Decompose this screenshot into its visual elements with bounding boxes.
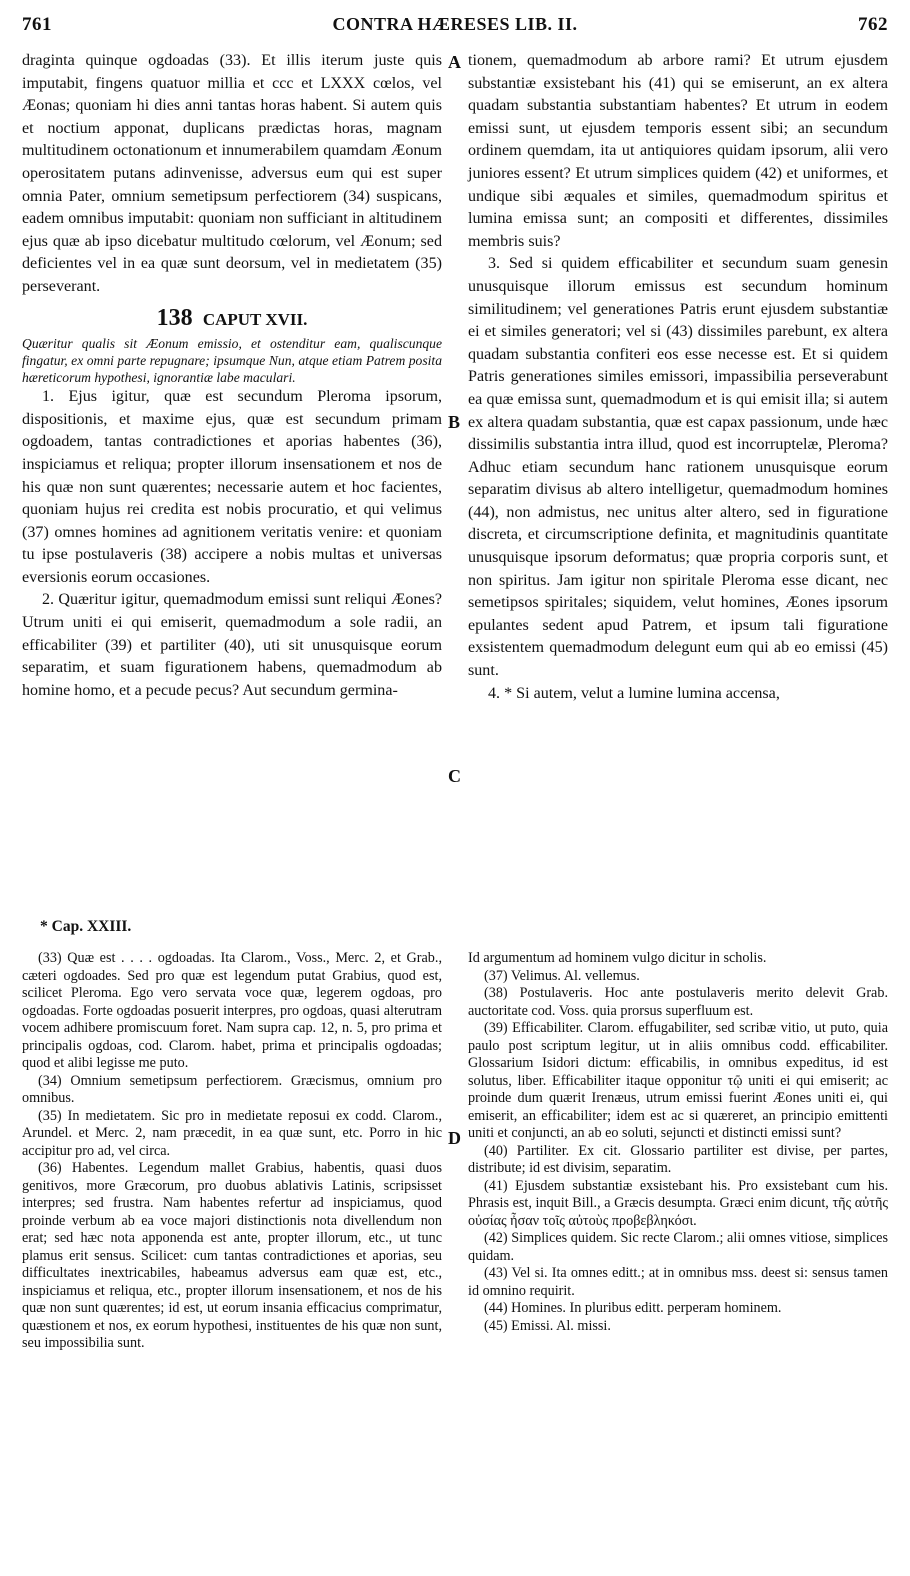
margin-letter-b: B bbox=[448, 412, 461, 432]
footnote-36: (36) Habentes. Legendum mallet Grabius, habentis, quasi duos genitivos, more Græcorum, pro duobus ablativis Latinis, scripsisset interpres; sed frustra. Nam habentes refertur ad inspiciamus, quod proinde verbum ab ea voce majori distinctionis nota divellendum non erat; sed hæc nota apponenda est ante, propter illorum, etc., ut tunc plamus erit sensus. Scilicet: cum tantas contradictiones et aporias, seu difficultates inextricabiles, habeamus adversus eam quæ est, etc., inspiciamus et reliqua, etc., propter illorum insensationem, et nos de his quæ non sunt quærentes; id est, ut eorum insania efficacius comprimatur, quæstionem et nos, ex eorum hypothesi, instituentes de his quæ non sunt, seu impossibilia sunt. bbox=[22, 1160, 442, 1351]
footnote-42: (42) Simplices quidem. Sic recte Clarom.; alii omnes vitiose, simplices quidam. bbox=[468, 1230, 888, 1264]
footnote-34: (34) Omnium semetipsum perfectiorem. Græcismus, omnium pro omnibus. bbox=[22, 1072, 442, 1106]
footnotes-left bbox=[22, 950, 442, 1353]
right-column bbox=[468, 50, 888, 705]
paragraph-3: 3. Sed si quidem efficabiliter et secundum suam genesin unusquisque illorum emissus est secundum hominum similitudinem; vel generationes Patris erunt ejusdem substantiæ ei et similes generatori; vel si (43) dissimiles parebunt, ex altera quadam substantia confiteri eos esse necesse est. Et si quidem Patris generationes similes emissori, impassibilia perseverabunt ea quæ emissa sunt, quemadmodum et is qui emisit illa; si autem ex altera quadam substantia, quæ est capax passionum, unde hæc dissimilis substantia intra illud, quod est incorruptelæ, Pleroma? Adhuc etiam secundum hanc rationem unusquisque eorum separatim divisus ab altero intelligetur, quemadmodum homines (44), non admistus, nec unitus alter altero, sed in figuratione discreta, et circumscriptione definita, et magnitudinis quantitate unusquisque ipsorum deformatus; quæ propria corporis sunt, et non spiritus. Jam igitur non spiritale Pleroma esse dicant, nec semetipsos spiritales; siquidem, velut homines, Æones ipsorum epulantes sedent apud Patrem, et ipsum tali figuratione exsistentem quemadmodum delegunt eum qui ab eo emissi (45) sunt. bbox=[468, 255, 888, 680]
footnote-38: (38) Postulaveris. Hoc ante postulaveris merito delevit Grab. auctoritate cod. Voss. quia prorsus superfluum est. bbox=[468, 985, 888, 1019]
page-number-left: 761 bbox=[22, 14, 52, 35]
running-header bbox=[22, 14, 888, 44]
paragraph-2: 2. Quæritur igitur, quemadmodum emissi sunt reliqui Æones? Utrum uniti ei qui emiserit, quemadmodum a sole radii, an efficabiliter (39) et partiliter (40), uti sit unusquisque eorum separatim, et suam figurationem habens, quemadmodum ab homine homo, et a pecude pecus? Aut secundum germina- bbox=[22, 591, 442, 699]
chapter-heading bbox=[22, 304, 442, 332]
footnote-45: (45) Emissi. Al. missi. bbox=[484, 1317, 611, 1334]
footnote-36-continued: Id argumentum ad hominem vulgo dicitur in scholis. bbox=[468, 950, 767, 966]
paragraph-1: 1. Ejus igitur, quæ est secundum Pleroma ipsorum, dispositionis, et maxime ejus, quæ est secundum primam ogdoadem, tantas contradictiones et aporias habentes (36), inspiciamus et reliqua; propter illorum insensationem et nos de his quæ non sunt quærentes; necessarie autem et hoc facientes, quoniam hujus rei credita est nobis procuratio, et qui velimus (37) omnes homines ad agnitionem veritatis venire: et quoniam tu ipse postulaveris (38) accipere a nobis multas et universas eversionis eorum occasiones. bbox=[22, 388, 442, 586]
footnote-35: (35) In medietatem. Sic pro in medietate reposui ex codd. Clarom., Arundel. et Merc. 2, nam præcedit, in ea quæ sunt, etc. Porro in hic accipitur pro ad, vel circa. bbox=[22, 1107, 442, 1159]
chapter-cross-reference: * Cap. XXIII. bbox=[40, 918, 132, 935]
margin-letter-a: A bbox=[448, 52, 461, 72]
footnote-39: (39) Efficabiliter. Clarom. effugabiliter, sed scribæ vitio, ut puto, quia paulo post scriptum legitur, ut in aliis omnibus codd. efficabiliter. Glossarium Isidori dictum: efficabilis, in omnibus expeditus, id est solutus, liber. Efficabiliter itaque opponitur τῷ uniti ei qui emiserit; ac proinde dum quærit Irenæus, utrum emissi fuerint Æones uniti ei, qui emiserit, an efficabiliter; idem est ac si quæreret, an principio emittenti uniti et conjuncti, an ab eo soluti, sejuncti et distincti emissi sunt? bbox=[468, 1020, 888, 1141]
paragraph-continued: draginta quinque ogdoadas (33). Et illis iterum juste quis imputabit, fingens quatuor millia et ccc et LXXX cœlos, vel Æonas; quoniam hi dies anni tantas horas habent. Si autem quis et noctium apponat, duplicans prædictas horas, magnam multitudinem octonationum et innumerabilem quamdam Æonum operositatem putans adinvenisse, adversus eum qui est super omnia Pater, omnium semetipsum perfectiorem (34) suspicans, eadem omnibus imputabit: quoniam non sufficiant in altitudinem ejus quæ ab ipso dicebatur multitudo cœlorum, vel Æonum; sed deficientes vel in ea quæ sunt deorsum, vel in medietatem (35) perseverant. bbox=[22, 52, 442, 295]
left-column bbox=[22, 50, 442, 702]
margin-letter-c: C bbox=[448, 766, 461, 786]
paragraph-4: 4. * Si autem, velut a lumine lumina accensa, bbox=[488, 684, 780, 702]
footnote-40: (40) Partiliter. Ex cit. Glossario partiliter est divise, per partes, distribute; id est divisim, separatim. bbox=[468, 1142, 888, 1176]
page-number-right: 762 bbox=[858, 14, 888, 35]
chapter-number: 138 bbox=[156, 304, 193, 331]
running-title: CONTRA HÆRESES LIB. II. bbox=[332, 14, 578, 34]
chapter-title: CAPUT XVII. bbox=[202, 309, 308, 329]
footnote-37: (37) Velimus. Al. vellemus. bbox=[484, 967, 640, 984]
paragraph-continued-right: tionem, quemadmodum ab arbore rami? Et utrum ejusdem substantiæ exsistebant his (41) qui se emiserunt, an ex altera quadam substantia substantiam habentes? Et utrum in eodem emissi sunt, ut ejusdem temporis essent sibi; an secundum ordinem quemdam, ita ut antiquiores quidam ipsorum, alii vero juniores essent? Et utrum simplices quidem (42) et uniformes, et undique sibi æquales et similes, quemadmodum spiritus et lumina emissa sunt; an compositi et differentes, dissimiles membris suis? bbox=[468, 52, 888, 250]
chapter-summary: Quæritur qualis sit Æonum emissio, et ostenditur eam, qualiscunque fingatur, ex omni parte repugnare; ipsumque Nun, atque etiam Patrem posita hæreticorum hypothesi, ignorantiæ labe maculari. bbox=[22, 336, 442, 386]
margin-letter-d: D bbox=[448, 1128, 461, 1148]
footnotes-right bbox=[468, 950, 888, 1335]
footnote-33: (33) Quæ est . . . . ogdoadas. Ita Clarom., Voss., Merc. 2, et Grab., cæteri ogdoades. Sed pro quæ est legendum putat Grabius, quod est, scilicet Pleroma. Ego vero servata voce quæ, legerem ogdoas, pro ogdoadas. Forte ogdoadas posuerit interpres, pro ogdoas, quasi alterutram vocem adhibere promiscuum foret. Nam supra cap. 12, n. 5, pro prima et principalis ogdoas, cod. Clarom. habet, prima et principalis ogdoadas; quod et alibi legisse me puto. bbox=[22, 950, 442, 1071]
footnote-44: (44) Homines. In pluribus editt. perperam hominem. bbox=[484, 1300, 782, 1316]
footnote-43: (43) Vel si. Ita omnes editt.; at in omnibus mss. deest si: sensus tamen id omnino requirit. bbox=[468, 1265, 888, 1299]
footnote-41: (41) Ejusdem substantiæ exsistebant his. Pro exsistebant cum his. Phrasis est, inquit Bill., a Græcis desumpta. Græci enim dicunt, τῆς αὐτῆς οὐσίας ἦσαν τοῖς αὐτοὺς προβεβληκόσι. bbox=[468, 1177, 888, 1229]
